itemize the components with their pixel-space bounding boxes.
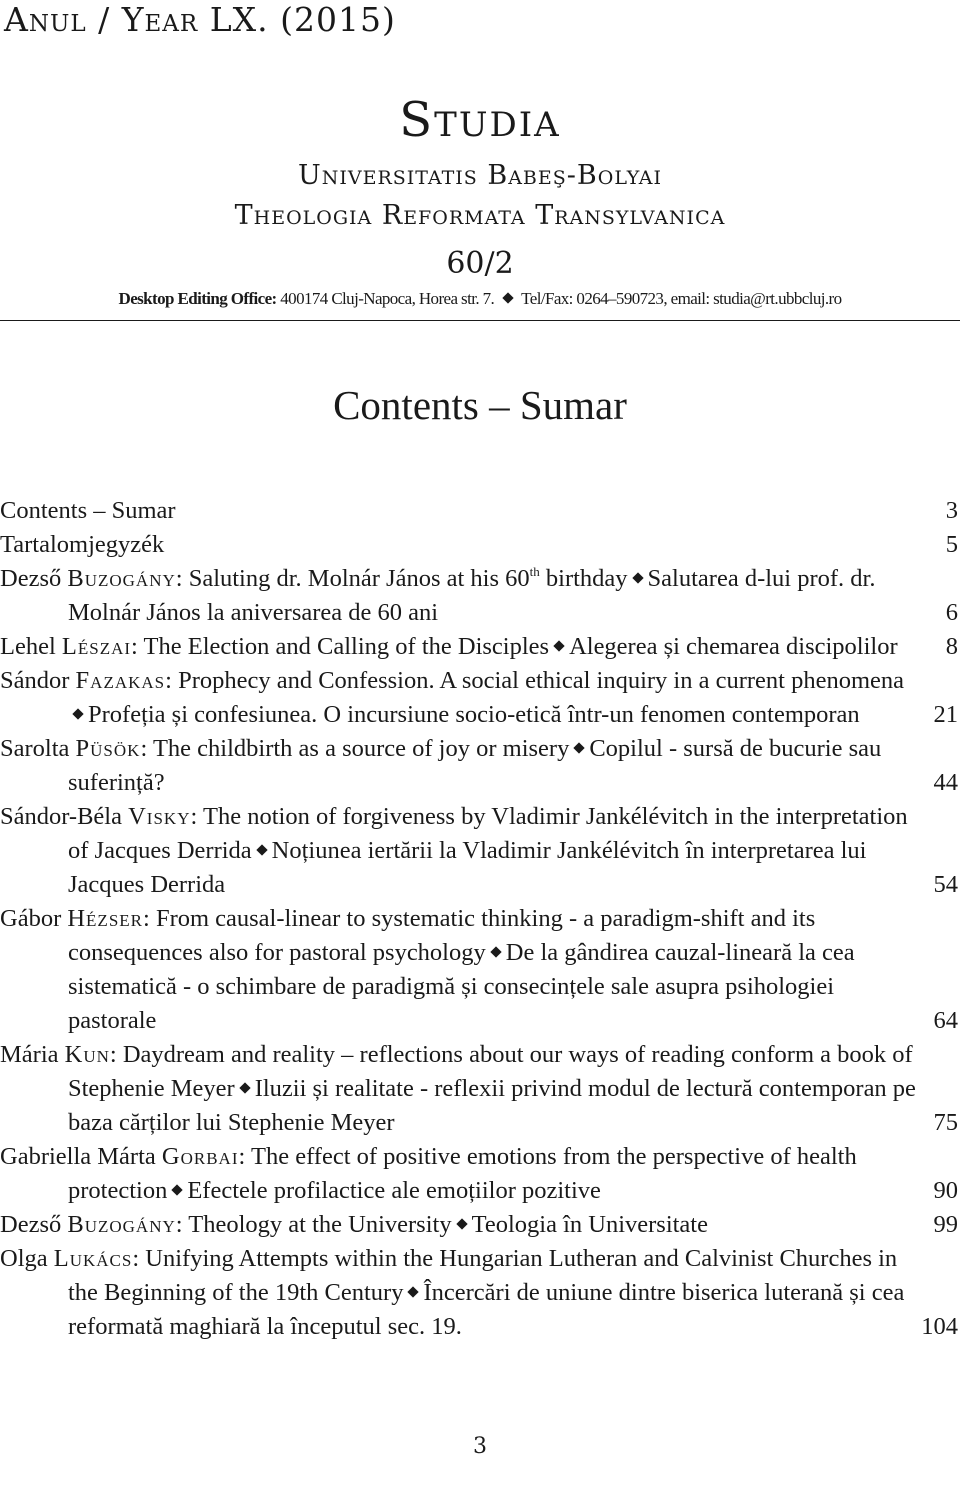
author-given: Mária bbox=[0, 1041, 59, 1068]
title-en: The effect of positive emotions from the perspective of health protection bbox=[68, 1143, 857, 1204]
diamond-separator-icon bbox=[490, 947, 501, 958]
title-en: Unifying Attempts within the Hungarian Lutheran and Calvinist Churches in the Beginning of the 19th Century bbox=[68, 1245, 898, 1306]
toc-entry[interactable] bbox=[0, 562, 960, 630]
title-en: Daydream and reality – reflections about our ways of reading conform a book of Stephenie Meyer bbox=[68, 1041, 913, 1102]
diamond-separator-icon bbox=[456, 1219, 467, 1230]
title-en: The childbirth as a source of joy or misery bbox=[152, 735, 570, 762]
university-name: Universitatis Babeş-Bolyai bbox=[297, 160, 663, 191]
toc-entry-title: Lehel Lészai: The Election and Calling of the Disciples Alegerea și chemarea discipolilor bbox=[0, 633, 898, 660]
author-surname: Kun bbox=[64, 1041, 110, 1068]
diamond-separator-icon bbox=[239, 1083, 250, 1094]
author-given: Sarolta bbox=[0, 735, 70, 762]
toc-page-number: 54 bbox=[933, 871, 958, 898]
title-ro: Iluzii și realitate - reflexii privind modul de lectură contemporan pe baza cărților lui Stephenie Meyer bbox=[68, 1075, 916, 1136]
diamond-separator-icon bbox=[172, 1185, 183, 1196]
title-ro: Noțiunea iertării la Vladimir Jankélévitch în interpretarea lui Jacques Derrida bbox=[68, 837, 867, 898]
title-en: Theology at the University bbox=[188, 1211, 452, 1238]
title-en: From causal-linear to systematic thinking - a paradigm-shift and its consequences also for pastoral psychology bbox=[68, 905, 816, 966]
diamond-separator-icon bbox=[408, 1287, 419, 1298]
title-ro: Încercări de uniune dintre biserica luterană și cea reformată maghiară la începutul sec. 19. bbox=[68, 1279, 905, 1340]
author-given: Sándor bbox=[0, 667, 70, 694]
author-surname: Hézser bbox=[67, 905, 143, 932]
editorial-office-line bbox=[0, 289, 960, 309]
toc-page-number: 3 bbox=[945, 497, 958, 524]
author-surname: Püsök bbox=[75, 735, 141, 762]
title-ro: Alegerea și chemarea discipolilor bbox=[569, 633, 898, 660]
toc-entry[interactable] bbox=[0, 800, 960, 902]
toc-page-number: 8 bbox=[945, 633, 958, 660]
toc-entry[interactable] bbox=[0, 630, 960, 664]
toc-page-number: 21 bbox=[933, 701, 958, 728]
author-surname: Visky bbox=[128, 803, 191, 830]
toc-entry-title: Sándor-Béla Visky: The notion of forgiveness by Vladimir Jankélévitch in the interpretation of Jacques Derrida Noțiunea iertării la Vladimir Jankélévitch în interpretarea lui Jacques Derrida bbox=[0, 803, 908, 898]
title-en: The notion of forgiveness by Vladimir Jankélévitch in the interpretation of Jacques Derrida bbox=[68, 803, 908, 864]
toc-entry-title: Olga Lukács: Unifying Attempts within the Hungarian Lutheran and Calvinist Churches in the Beginning of the 19th Century Încercări de uniune dintre biserica luterană și cea reformată maghiară la începutul sec. 19. bbox=[0, 1245, 905, 1340]
title-ro: Teologia în Universitate bbox=[471, 1211, 708, 1238]
series-name: Theologia Reformata Transylvanica bbox=[234, 200, 726, 231]
toc-entry-title: Tartalomjegyzék bbox=[0, 531, 165, 558]
diamond-separator-icon bbox=[632, 573, 643, 584]
title-en: The Election and Calling of the Disciples bbox=[143, 633, 550, 660]
toc-entry[interactable] bbox=[0, 1140, 960, 1208]
author-surname: Lészai bbox=[61, 633, 132, 660]
author-given: Lehel bbox=[0, 633, 56, 660]
title-en: Saluting dr. Molnár János at his 60 bbox=[188, 565, 530, 592]
toc-page-number: 5 bbox=[945, 531, 958, 558]
author-surname: Buzogány bbox=[67, 565, 176, 592]
office-contact: Tel/Fax: 0264–590723, email: studia@rt.ubbcluj.ro bbox=[521, 289, 842, 308]
toc-entry-title: Mária Kun: Daydream and reality – reflections about our ways of reading conform a book of Stephenie Meyer Iluzii și realitate - reflexii privind modul de lectură contemporan pe baza cărților lui Stephenie Meyer bbox=[0, 1041, 916, 1136]
toc-entry[interactable] bbox=[0, 494, 960, 528]
toc-entry-title: Sarolta Püsök: The childbirth as a source of joy or misery Copilul - sursă de bucurie sau suferință? bbox=[0, 735, 882, 796]
toc-page-number: 104 bbox=[921, 1313, 958, 1340]
author-surname: Buzogány bbox=[67, 1211, 176, 1238]
diamond-separator-icon bbox=[502, 292, 513, 303]
office-address: 400174 Cluj-Napoca, Horea str. 7. bbox=[280, 289, 495, 308]
toc-entry-title: Dezső Buzogány: Theology at the University Teologia în Universitate bbox=[0, 1211, 708, 1238]
table-of-contents bbox=[0, 494, 960, 1344]
author-given: Gabriella Márta bbox=[0, 1143, 156, 1170]
author-surname: Gorbai bbox=[161, 1143, 239, 1170]
ordinal-suffix: th bbox=[529, 564, 540, 579]
title-en: Prophecy and Confession. A social ethical inquiry in a current phenomena bbox=[178, 667, 905, 694]
office-label: Desktop Editing Office: bbox=[118, 289, 277, 308]
toc-page-number: 6 bbox=[945, 599, 958, 626]
author-given: Dezső bbox=[0, 1211, 62, 1238]
diamond-separator-icon bbox=[72, 709, 83, 720]
toc-page-number: 75 bbox=[933, 1109, 958, 1136]
header-rule bbox=[0, 320, 960, 321]
toc-entry[interactable] bbox=[0, 664, 960, 732]
toc-entry[interactable] bbox=[0, 1242, 960, 1344]
title-en-cont: birthday bbox=[539, 565, 628, 592]
title-ro: De la gândirea cauzal-lineară la cea sistematică - o schimbare de paradigmă și consecințele sale asupra psihologiei pastorale bbox=[68, 939, 855, 1034]
toc-entry[interactable] bbox=[0, 1208, 960, 1242]
author-surname: Lukács bbox=[53, 1245, 133, 1272]
toc-page-number: 99 bbox=[933, 1211, 958, 1238]
author-given: Gábor bbox=[0, 905, 62, 932]
title-ro: Profeția și confesiunea. O incursiune socio-etică într-un fenomen contemporan bbox=[88, 701, 860, 728]
toc-page-number: 44 bbox=[933, 769, 958, 796]
toc-entry-title: Dezső Buzogány: Saluting dr. Molnár János at his 60th birthday Salutarea d-lui prof. dr. Molnár János la aniversarea de 60 ani bbox=[0, 564, 876, 626]
diamond-separator-icon bbox=[574, 743, 585, 754]
title-ro: Efectele profilactice ale emoțiilor pozitive bbox=[187, 1177, 601, 1204]
toc-page-number: 64 bbox=[933, 1007, 958, 1034]
toc-entry[interactable] bbox=[0, 732, 960, 800]
issue-number: 60/2 bbox=[446, 246, 514, 281]
title-ro: Salutarea d-lui prof. dr. Molnár János la aniversarea de 60 ani bbox=[68, 565, 876, 626]
diamond-separator-icon bbox=[553, 641, 564, 652]
toc-entry-title: Gábor Hézser: From causal-linear to systematic thinking - a paradigm-shift and its consequences also for pastoral psychology De la gândirea cauzal-lineară la cea sistematică - o schimbare de paradigmă și consecințele sale asupra psihologiei pastorale bbox=[0, 905, 855, 1034]
author-given: Sándor-Béla bbox=[0, 803, 122, 830]
toc-entry[interactable] bbox=[0, 902, 960, 1038]
toc-entry-title: Sándor Fazakas: Prophecy and Confession. A social ethical inquiry in a current phenomenaProfeția și confesiunea. O incursiune socio-etică într-un fenomen contemporan bbox=[0, 667, 905, 728]
toc-entry[interactable] bbox=[0, 528, 960, 562]
toc-entry-title: Gabriella Márta Gorbai: The effect of positive emotions from the perspective of health protection Efectele profilactice ale emoțiilor pozitive bbox=[0, 1143, 857, 1204]
title-ro: Copilul - sursă de bucurie sau suferință? bbox=[68, 735, 882, 796]
volume-year: Anul / Year LX. (2015) bbox=[4, 0, 396, 39]
page-number: 3 bbox=[473, 1434, 487, 1459]
author-given: Olga bbox=[0, 1245, 48, 1272]
diamond-separator-icon bbox=[256, 845, 267, 856]
journal-title: Studia bbox=[399, 92, 561, 148]
toc-page-number: 90 bbox=[933, 1177, 958, 1204]
author-surname: Fazakas bbox=[75, 667, 166, 694]
author-given: Dezső bbox=[0, 565, 62, 592]
toc-entry[interactable] bbox=[0, 1038, 960, 1140]
toc-entry-title: Contents – Sumar bbox=[0, 497, 176, 524]
contents-heading: Contents – Sumar bbox=[333, 382, 627, 428]
